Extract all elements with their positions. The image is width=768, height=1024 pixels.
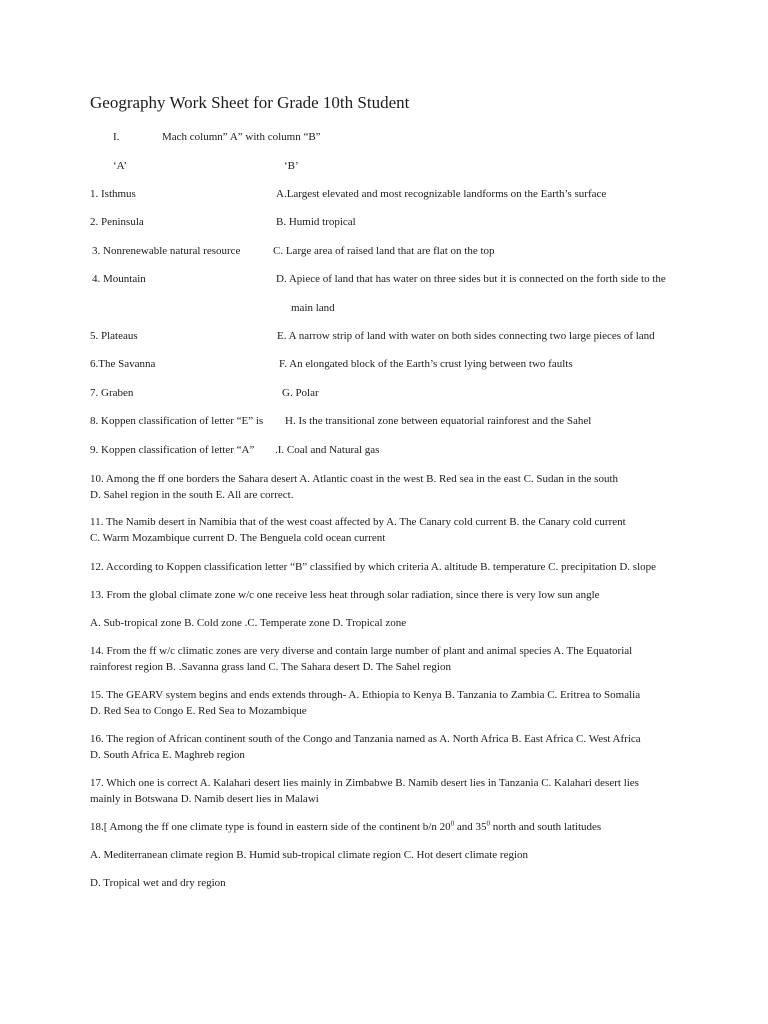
match-b-4: D. Apiece of land that has water on three sides but it is connected on the forth side to the [276, 273, 666, 285]
column-a-heading: ‘A’ [113, 160, 128, 172]
question-16-line-2: D. South Africa E. Maghreb region [90, 749, 245, 761]
question-18-options-line-2: D. Tropical wet and dry region [90, 877, 226, 889]
match-b-5: E. A narrow strip of land with water on both sides connecting two large pieces of land [277, 330, 655, 342]
question-11-line-1: 11. The Namib desert in Namibia that of the west coast affected by A. The Canary cold current B. the Canary cold current [90, 516, 626, 528]
match-a-5: 5. Plateaus [90, 330, 138, 342]
match-b-4-continued: main land [291, 302, 335, 314]
question-12: 12. According to Koppen classification letter “B” classified by which criteria A. altitude B. temperature C. precipitation D. slope [90, 561, 657, 573]
match-a-9: 9. Koppen classification of letter “A” [90, 444, 255, 456]
page-title: Geography Work Sheet for Grade 10th Student [90, 93, 410, 112]
question-18-text-mid: and 35 [454, 821, 487, 833]
section-instruction: Mach column” A” with column “B” [162, 131, 321, 143]
question-10-line-2: D. Sahel region in the south E. All are correct. [90, 489, 294, 501]
match-a-7: 7. Graben [90, 387, 134, 399]
match-a-2: 2. Peninsula [90, 216, 144, 228]
question-18-options-line-1: A. Mediterranean climate region B. Humid sub-tropical climate region C. Hot desert climate region [90, 849, 529, 861]
question-14-line-2: rainforest region B. .Savanna grass land C. The Sahara desert D. The Sahel region [90, 661, 451, 673]
question-18 [90, 821, 601, 834]
question-13: 13. From the global climate zone w/c one receive less heat through solar radiation, since there is very low sun angle [90, 589, 600, 601]
match-b-9: .I. Coal and Natural gas [275, 444, 380, 456]
match-a-6: 6.The Savanna [90, 358, 156, 370]
question-18-text-end: north and south latitudes [489, 821, 602, 833]
match-a-3: 3. Nonrenewable natural resource [92, 245, 241, 257]
question-11-line-2: C. Warm Mozambique current D. The Benguela cold ocean current [90, 532, 386, 544]
match-b-8: H. Is the transitional zone between equatorial rainforest and the Sahel [285, 415, 592, 427]
match-b-2: B. Humid tropical [276, 216, 356, 228]
degree-superscript-2: 0 [486, 819, 490, 828]
match-b-1: A.Largest elevated and most recognizable landforms on the Earth’s surface [276, 188, 607, 200]
match-a-8: 8. Koppen classification of letter “E” is [90, 415, 264, 427]
section-number: I. [113, 131, 120, 143]
match-a-4: 4. Mountain [92, 273, 146, 285]
match-b-6: F. An elongated block of the Earth’s crust lying between two faults [279, 358, 573, 370]
question-13-options: A. Sub-tropical zone B. Cold zone .C. Temperate zone D. Tropical zone [90, 617, 407, 629]
question-14-line-1: 14. From the ff w/c climatic zones are very diverse and contain large number of plant and animal species A. The Equatorial [90, 645, 633, 657]
degree-superscript-1: 0 [450, 819, 455, 828]
match-b-7: G. Polar [282, 387, 319, 399]
question-17-line-2: mainly in Botswana D. Namib desert lies in Malawi [90, 793, 319, 805]
match-a-1: 1. Isthmus [90, 188, 136, 200]
question-17-line-1: 17. Which one is correct A. Kalahari desert lies mainly in Zimbabwe B. Namib desert lies in Tanzania C. Kalahari desert lies [90, 777, 639, 789]
question-18-text-start: 18.[ Among the ff one climate type is found in eastern side of the continent b/n 20 [90, 821, 451, 833]
column-b-heading: ‘B’ [284, 160, 299, 172]
match-b-3: C. Large area of raised land that are flat on the top [273, 245, 495, 257]
question-15-line-2: D. Red Sea to Congo E. Red Sea to Mozambique [90, 705, 307, 717]
question-10-line-1: 10. Among the ff one borders the Sahara desert A. Atlantic coast in the west B. Red sea in the east C. Sudan in the south [90, 473, 618, 485]
question-15-line-1: 15. The GEARV system begins and ends extends through- A. Ethiopia to Kenya B. Tanzania to Zambia C. Eritrea to Somalia [90, 689, 641, 701]
question-16-line-1: 16. The region of African continent south of the Congo and Tanzania named as A. North Africa B. East Africa C. West Africa [90, 733, 641, 745]
